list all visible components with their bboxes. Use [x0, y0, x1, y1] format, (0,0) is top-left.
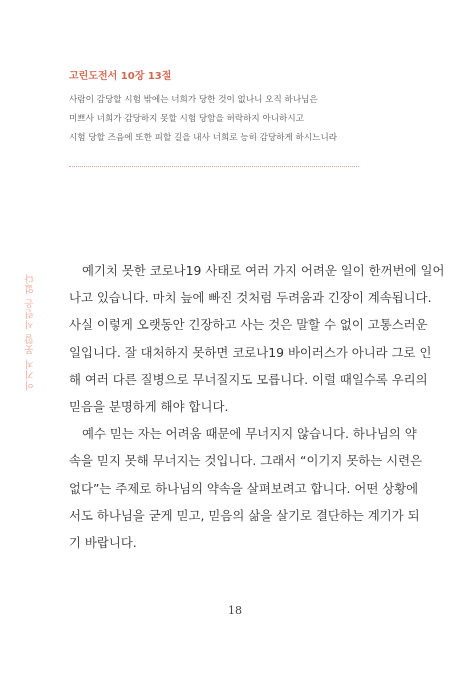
text-line: 나고 있습니다. 마치 늪에 빠진 것처럼 두려움과 긴장이 계속됩니다.	[69, 290, 432, 306]
verse-line: 사람이 감당할 시험 밖에는 너희가 당한 것이 없나니 오직 하나님은	[69, 95, 318, 105]
page-number: 18	[228, 604, 242, 617]
text-line: 서도 하나님을 굳게 믿고, 믿음의 삶을 살기로 결단하는 계기가 되	[69, 507, 420, 523]
text-line: 없다”는 주제로 하나님의 약속을 살펴보려고 합니다. 어떤 상황에	[69, 480, 419, 496]
text-line: 기 바랍니다.	[69, 534, 137, 550]
text-line: 해 여러 다른 질병으로 무너질지도 모릅니다. 이럴 때일수록 우리의	[69, 371, 428, 387]
verse-divider	[69, 166, 359, 167]
running-chapter-title: 이기지 못할 시련은 없다	[25, 272, 36, 390]
text-line: 사실 이렇게 오랫동안 긴장하고 사는 것은 말할 수 없이 고통스러운	[69, 317, 428, 333]
paragraph	[69, 257, 445, 420]
text-line: 예수 믿는 자는 어려움 때문에 무너지지 않습니다. 하나님의 약	[82, 426, 417, 442]
body-text	[69, 257, 445, 556]
verse-line: 시험 당할 즈음에 또한 피할 길을 내사 너희로 능히 감당하게 하시느니라	[69, 133, 338, 143]
text-line: 예기치 못한 코로나19 사태로 여러 가지 어려운 일이 한꺼번에 일어	[82, 263, 445, 278]
text-line: 믿음을 분명하게 해야 합니다.	[69, 398, 229, 414]
text-line: 속을 믿지 못해 무너지는 것입니다. 그래서 “이기지 못하는 시련은	[69, 453, 423, 469]
paragraph	[69, 420, 423, 556]
text-line: 일입니다. 잘 대처하지 못하면 코로나19 바이러스가 아니라 그로 인	[69, 344, 432, 360]
verse-reference: 고린도전서 10장 13절	[69, 71, 172, 82]
verse-line: 미쁘사 너희가 감당하지 못할 시험 당함을 허락하지 아니하시고	[69, 114, 304, 124]
scripture-verse	[69, 69, 409, 148]
